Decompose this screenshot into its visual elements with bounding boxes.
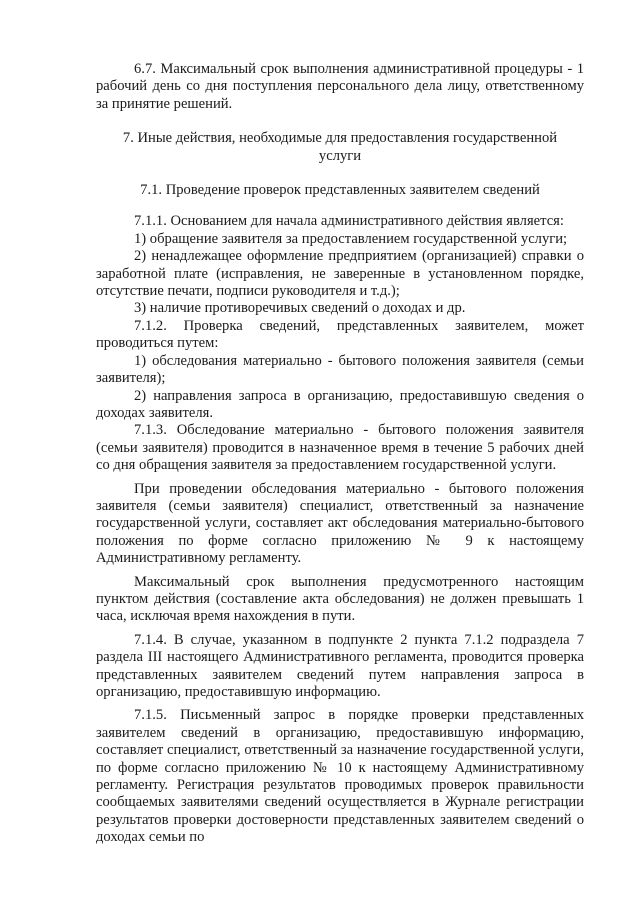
- paragraph-7-1-4: 7.1.4. В случае, указанном в подпункте 2 пункта 7.1.2 подраздела 7 раздела III настоящего Административного регламента, проводится проверка представленных заявителем сведений путем направления запроса в организацию, предоставившую информацию.: [96, 631, 584, 700]
- paragraph-7-1-2: 7.1.2. Проверка сведений, представленных заявителем, может проводиться путем:: [96, 317, 584, 352]
- paragraph-inspection-act: При проведении обследования материально - бытового положения заявителя (семьи заявителя) специалист, ответственный за назначение государственной услуги, составляет акт обследования материально-бытового положения по форме согласно приложению № 9 к настоящему Административному регламенту.: [96, 480, 584, 567]
- subsection-heading-7-1: 7.1. Проведение проверок представленных заявителем сведений: [140, 182, 540, 199]
- list-item-method-1: 1) обследования материально - бытового положения заявителя (семьи заявителя);: [96, 352, 584, 387]
- paragraph-7-1-5: 7.1.5. Письменный запрос в порядке проверки представленных заявителем сведений в организацию, предоставившую информацию, составляет специалист, ответственный за назначение государственной услуги, по форме согласно приложению № 10 к настоящему Административному регламенту. Регистрация результатов проводимых проверок правильности сообщаемых заявителями сведений осуществляется в Журнале регистрации результатов проверки достоверности представленных заявителем сведений о доходах семьи по: [96, 707, 584, 846]
- paragraph-max-time: Максимальный срок выполнения предусмотренного настоящим пунктом действия (составление акта обследования) не должен превышать 1 часа, исключая время нахождения в пути.: [96, 573, 584, 625]
- paragraph-7-1-3: 7.1.3. Обследование материально - бытового положения заявителя (семьи заявителя) проводится в назначенное время в течение 5 рабочих дней со дня обращения заявителя за предоставлением государственной услуги.: [96, 422, 584, 474]
- list-item-1: 1) обращение заявителя за предоставлением государственной услуги;: [134, 230, 568, 247]
- paragraph-6-7: 6.7. Максимальный срок выполнения административной процедуры - 1 рабочий день со дня поступления персонального дела лицу, ответственному за принятие решений.: [96, 61, 584, 112]
- document-body: [96, 61, 584, 847]
- list-item-method-2: 2) направления запроса в организацию, предоставившую сведения о доходах заявителя.: [96, 387, 584, 421]
- list-item-3: 3) наличие противоречивых сведений о доходах и др.: [134, 300, 466, 317]
- paragraph-7-1-1: 7.1.1. Основанием для начала административного действия является:: [134, 213, 564, 230]
- section-heading-7: 7. Иные действия, необходимые для предоставления государственной услуги: [122, 130, 558, 164]
- list-item-2: 2) ненадлежащее оформление предприятием (организацией) справки о заработной плате (исправления, не заверенные в установленном порядке, отсутствие печати, подписи руководителя и т.д.);: [96, 248, 584, 300]
